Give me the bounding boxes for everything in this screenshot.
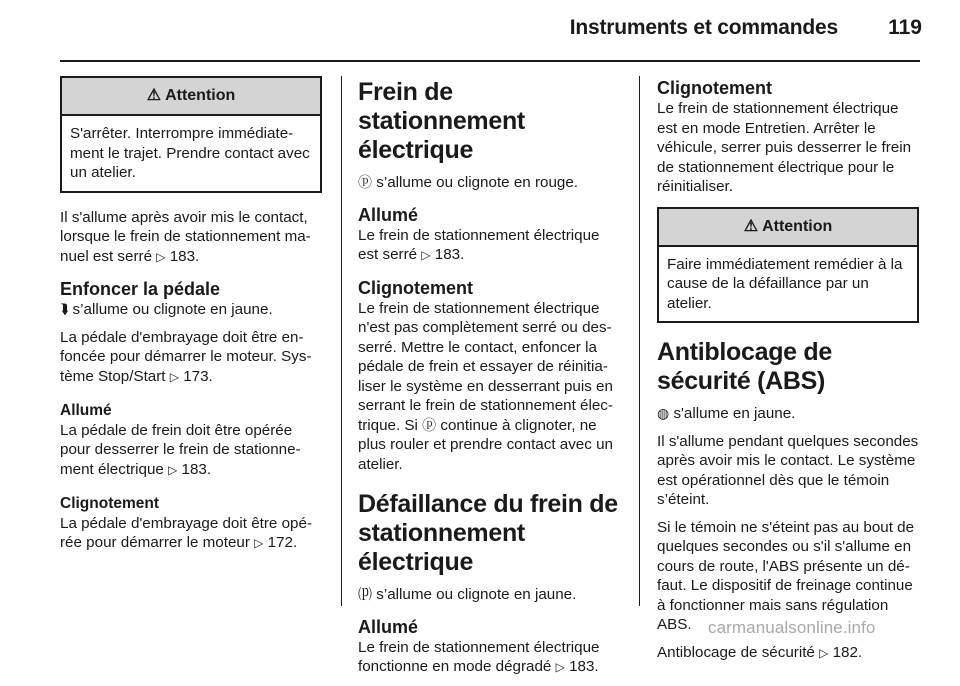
sub-heading: Allumé xyxy=(358,616,419,637)
attention-title: Attention xyxy=(762,217,833,235)
sub-heading: Allumé xyxy=(60,402,112,419)
attention-title: Attention xyxy=(165,87,236,105)
paragraph xyxy=(358,173,620,193)
section-heading: Frein de stationnement électrique xyxy=(358,78,525,164)
paragraph-text: La pédale d'embrayage doit être enfoncée pour démarrer le moteur. Système Stop/Start xyxy=(60,328,312,385)
page-reference[interactable]: 183. xyxy=(569,658,599,675)
page-number: 119 xyxy=(888,16,922,39)
paragraph xyxy=(60,300,322,320)
paragraph-text: Le frein de stationnement électrique n'est pas complètement serré ou desserré. Mettre le contact, enfoncer la pédale de frein et essayer de réinitialiser le système en desserrant puis en serrant le frein de stationnement électrique. Si xyxy=(358,299,613,434)
parking-brake-fault-icon: ⒫ xyxy=(358,586,372,602)
paragraph-text: Le frein de stationnement électrique est serré xyxy=(358,226,600,263)
attention-box-header xyxy=(659,209,917,247)
parking-brake-icon: ⓟ xyxy=(422,416,437,433)
section-heading: Antiblocage de sécurité (ABS) xyxy=(657,338,832,395)
page-reference-arrow-icon: ▷ xyxy=(156,249,166,264)
paragraph xyxy=(657,404,919,424)
paragraph: Si le témoin ne s'éteint pas au bout de quelques secondes ou s'il s'allume en cours de route, l'ABS présente un défaut. Le dispositif de freinage continue à fonctionner mais sans régulation ABS. xyxy=(657,518,915,633)
paragraph-text: La pédale d'embrayage doit être opérée pour démarrer le moteur xyxy=(60,514,312,551)
paragraph-text: s’allume ou clignote en rouge. xyxy=(372,174,579,191)
page-reference-arrow-icon: ▷ xyxy=(555,660,565,674)
page-reference-arrow-icon: ▷ xyxy=(421,248,431,262)
column-divider xyxy=(341,76,342,606)
watermark: carmanualsonline.info xyxy=(708,618,876,637)
page-reference[interactable]: 172. xyxy=(267,534,298,551)
page-reference[interactable]: 182. xyxy=(832,643,863,661)
attention-box xyxy=(60,76,322,193)
page-reference[interactable]: 183. xyxy=(169,247,200,265)
column-1 xyxy=(60,76,322,562)
attention-box xyxy=(657,207,919,324)
page-reference-arrow-icon: ▷ xyxy=(168,462,178,477)
paragraph: Le frein de stationnement électrique est en mode Entretien. Arrêter le véhicule, serrer puis desserrer le frein de stationnement électrique pour le réinitialiser. xyxy=(657,100,912,195)
paragraph xyxy=(358,638,620,678)
paragraph xyxy=(60,514,322,554)
warning-triangle-icon: ⚠ xyxy=(146,87,162,105)
sub-heading: Clignotement xyxy=(657,78,772,98)
paragraph xyxy=(60,421,322,481)
column-divider xyxy=(639,76,640,606)
paragraph-text: continue à clignoter, ne plus rouler et prendre contact avec un atelier. xyxy=(358,416,613,473)
abs-icon: ◍ xyxy=(657,405,670,421)
paragraph-text: Antiblocage de sécurité xyxy=(657,643,820,661)
warning-triangle-icon: ⚠ xyxy=(743,217,759,235)
attention-text: Faire immédiatement remédier à la cause de la défaillance par un atelier. xyxy=(667,255,903,312)
paragraph xyxy=(358,299,620,475)
attention-text: S'arrêter. Interrompre immédiatement le trajet. Prendre contact avec un atelier. xyxy=(70,125,310,181)
parking-brake-icon: ⓟ xyxy=(358,174,372,190)
page-reference[interactable]: 183. xyxy=(434,246,465,263)
sub-heading: Allumé xyxy=(358,204,419,225)
page-reference[interactable]: 183. xyxy=(181,460,212,478)
column-2 xyxy=(358,78,620,686)
paragraph xyxy=(60,208,322,268)
page-reference-arrow-icon: ▷ xyxy=(169,369,179,384)
paragraph xyxy=(60,328,322,388)
paragraph-text: La pédale de frein doit être opérée pour desserrer le frein de stationnement électrique xyxy=(60,421,301,478)
attention-box-header xyxy=(62,78,320,116)
paragraph-text: s’allume ou clignote en jaune. xyxy=(372,586,577,603)
paragraph-text: s’allume ou clignote en jaune. xyxy=(68,301,273,318)
paragraph xyxy=(657,643,919,664)
sub-heading: Clignotement xyxy=(358,277,473,298)
paragraph-text: s'allume en jaune. xyxy=(669,405,796,422)
page-reference[interactable]: 173. xyxy=(183,367,213,385)
pedal-icon: ⮯ xyxy=(60,301,69,317)
paragraph xyxy=(358,585,620,605)
sub-heading: Clignotement xyxy=(60,495,160,512)
page-header-title: Instruments et commandes xyxy=(569,16,838,39)
column-3 xyxy=(657,78,919,671)
paragraph-text: Le frein de stationnement électrique fonctionne en mode dégradé xyxy=(358,638,600,675)
paragraph-text: Il s'allume après avoir mis le contact, lorsque le frein de stationnement manuel est serré xyxy=(60,208,311,265)
page-reference-arrow-icon: ▷ xyxy=(254,536,264,550)
header-rule xyxy=(60,60,920,62)
paragraph: Il s'allume pendant quelques secondes après avoir mis le contact. Le système est opérationnel dès que le témoin s’éteint. xyxy=(657,432,919,508)
section-heading: Défaillance du frein de stationnement électrique xyxy=(358,490,618,576)
page-reference-arrow-icon: ▷ xyxy=(819,645,829,660)
section-heading: Enfoncer la pédale xyxy=(60,279,221,299)
paragraph xyxy=(358,226,620,266)
